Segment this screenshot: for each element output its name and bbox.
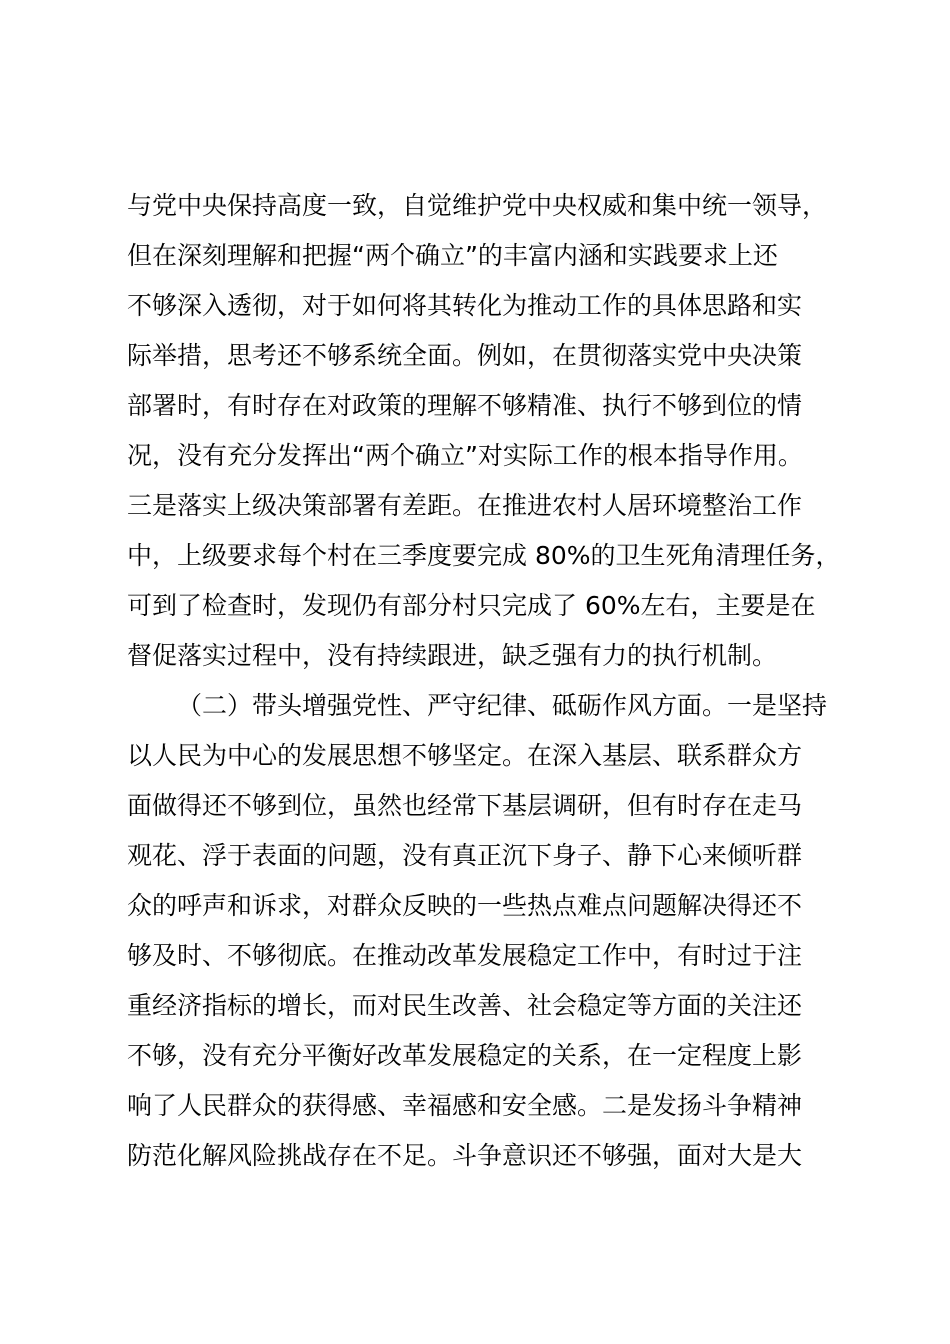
text-line: 督促落实过程中，没有持续跟进，缺乏强有力的执行机制。 (127, 641, 778, 670)
text-line: 三是落实上级决策部署有差距。在推进农村人居环境整治工作 (127, 491, 803, 520)
text-line: 可到了检查时，发现仍有部分村只完成了 60%左右，主要是在 (127, 591, 816, 620)
text-line: 重经济指标的增长，而对民生改善、社会稳定等方面的关注还 (127, 991, 803, 1020)
text-line: 面做得还不够到位，虽然也经常下基层调研，但有时存在走马 (127, 791, 803, 820)
text-line: 够及时、不够彻底。在推动改革发展稳定工作中，有时过于注 (127, 941, 803, 970)
text-line: 中，上级要求每个村在三季度要完成 80%的卫生死角清理任务， (127, 541, 841, 570)
text-line: 况，没有充分发挥出“两个确立”对实际工作的根本指导作用。 (127, 441, 803, 470)
text-line: 防范化解风险挑战存在不足。斗争意识还不够强，面对大是大 (127, 1141, 803, 1170)
text-line: 不够，没有充分平衡好改革发展稳定的关系，在一定程度上影 (127, 1041, 803, 1070)
text-line: 以人民为中心的发展思想不够坚定。在深入基层、联系群众方 (127, 741, 803, 770)
body-text (127, 181, 857, 1181)
text-line: 众的呼声和诉求，对群众反映的一些热点难点问题解决得还不 (127, 891, 803, 920)
text-line: 部署时，有时存在对政策的理解不够精准、执行不够到位的情 (127, 391, 803, 420)
text-line: 不够深入透彻，对于如何将其转化为推动工作的具体思路和实 (127, 291, 803, 320)
text-line: 响了人民群众的获得感、幸福感和安全感。二是发扬斗争精神 (127, 1091, 803, 1120)
text-line: 但在深刻理解和把握“两个确立”的丰富内涵和实践要求上还 (127, 241, 778, 270)
text-line: 观花、浮于表面的问题，没有真正沉下身子、静下心来倾听群 (127, 841, 803, 870)
text-line: 际举措，思考还不够系统全面。例如，在贯彻落实党中央决策 (127, 341, 803, 370)
section-heading-line: （二）带头增强党性、严守纪律、砥砺作风方面。一是坚持 (177, 691, 828, 720)
text-line: 与党中央保持高度一致，自觉维护党中央权威和集中统一领导， (127, 191, 828, 220)
